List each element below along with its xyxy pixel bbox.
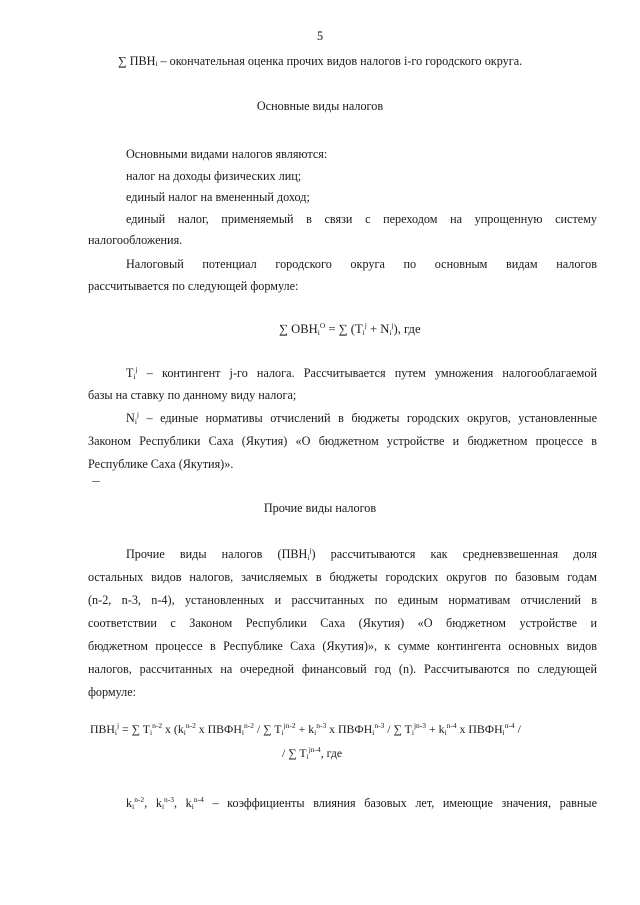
- definition-pvn: ∑ ПВНᵢ – окончательная оценка прочих видов налогов i-го городского округа.: [118, 54, 523, 68]
- other-taxes-line6: налогов, рассчитанных на очередной финансовый год (n). Рассчитываются по следующей: [88, 662, 597, 676]
- other-taxes-line4: соответствии с Законом Республики Саха (Якутия) «О бюджетном устройстве и: [88, 616, 597, 630]
- main-tax-item-3-line1: единый налог, применяемый в связи с переходом на упрощенную систему: [126, 212, 597, 226]
- other-taxes-line2: остальных видов налогов, зачисляемых в бюджеты городских округов по базовым годам: [88, 570, 597, 584]
- main-tax-item-3-line2: налогообложения.: [88, 233, 183, 247]
- heading-other-taxes: Прочие виды налогов: [263, 501, 377, 515]
- other-taxes-line3: (n-2, n-3, n-4), установленных и рассчитанных по единым нормативам отчислений в: [88, 593, 597, 607]
- definition-n-line2: Законом Республики Саха (Якутия) «О бюджетном устройстве и бюджетном процессе в: [88, 434, 597, 448]
- page-number: 5: [316, 29, 324, 43]
- definition-n-line1: $N_i^j$ – единые нормативы отчислений в бюджеты городских округов, установленные: [126, 410, 597, 426]
- potential-line-2: рассчитывается по следующей формуле:: [88, 279, 299, 293]
- coefficients-line: $k_i^{n-2}$, $k_i^{n-3}$, $k_i^{n-4}$ – коэффициенты влияния базовых лет, имеющие значения, равные: [126, 795, 598, 811]
- heading-main-taxes: Основные виды налогов: [256, 99, 384, 113]
- other-taxes-line5: бюджетном процессе в Республике Саха (Якутия)», к сумме контингента основных видов: [88, 639, 597, 653]
- main-tax-item-2: единый налог на вмененный доход;: [126, 190, 310, 204]
- main-taxes-intro: Основными видами налогов являются:: [126, 147, 328, 161]
- scan-mark: [92, 481, 100, 482]
- definition-n-line3: Республике Саха (Якутия)».: [88, 457, 234, 471]
- formula-main-taxes: ∑ $OBH_i^O$ = ∑ $(T_i^j + N_i^j)$, где: [279, 321, 421, 337]
- definition-t-line2: базы на ставку по данному виду налога;: [88, 388, 297, 402]
- potential-line-1: Налоговый потенциал городского округа по основным видам налогов: [126, 257, 597, 271]
- other-taxes-line1: Прочие виды налогов $(ПВН_i^j)$ рассчитываются как средневзвешенная доля: [126, 546, 598, 562]
- definition-t-line1: $T_i^j$ – контингент j-го налога. Рассчитывается путем умножения налогооблагаемой: [126, 365, 597, 381]
- formula-other-taxes-line2: / ∑ $T_i^{jn-4}$, где: [282, 745, 343, 761]
- main-tax-item-1: налог на доходы физических лиц;: [126, 169, 302, 183]
- other-taxes-line7: формуле:: [88, 685, 137, 699]
- formula-other-taxes-line1: $ПВН_i^j$ = ∑ $T_i^{n-2}$ x ($k_i^{n-2}$ x $ПВФН_i^{n-2}$ / ∑ $T_i^{jn-2} + k_i^{n-3}$ x $ПВФН_i^{n-3}$ / ∑ $T_i^{jn-3} + k_i^{n-4}$ x $ПВФН_i^{n-4}$ /: [90, 721, 521, 737]
